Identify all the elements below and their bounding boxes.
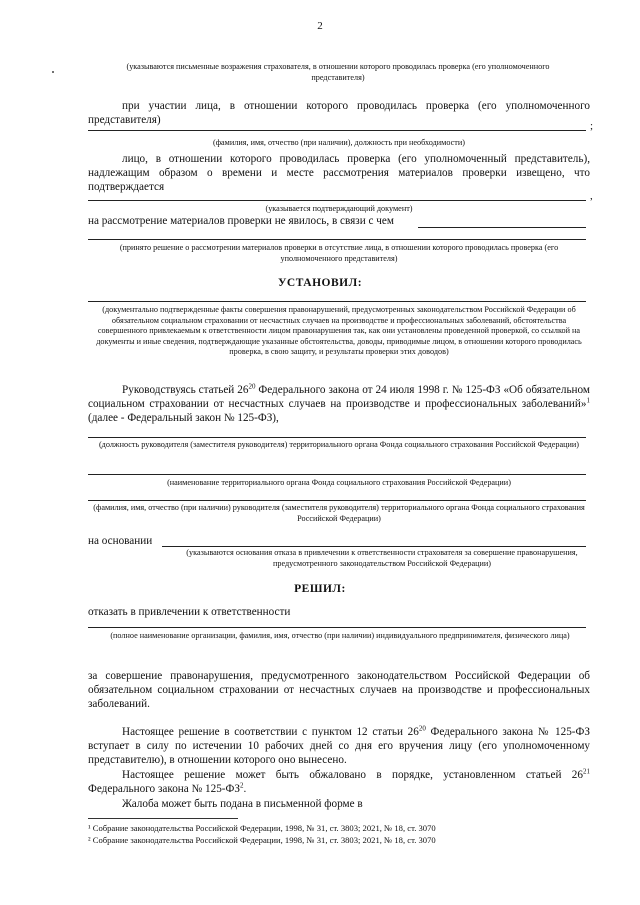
caption-refusal-grounds: (указываются основания отказа в привлечении к ответственности страхователя за совершение правонарушения, предусмотренного законодательством Российской Федерации) [186,548,578,568]
participation-paragraph: при участии лица, в отношении которого проводилась проверка (его уполномоченного представителя) [88,100,590,127]
fill-line-basis [162,546,586,547]
appeal-sup: 21 [583,767,590,776]
appeal-paragraph [88,768,590,796]
basis-label: на основании [88,535,153,547]
line-end-mark: ; [590,120,594,132]
scan-speck [52,71,54,73]
caption-confirming-doc: (указывается подтверждающий документ) [265,204,413,213]
footnote-2: ² Собрание законодательства Российской Федерации, 1998, № 31, ст. 3803; 2021, № 18, ст. 3070 [88,835,436,845]
fill-line-head-fio [88,500,586,501]
caption-org-name: (полное наименование организации, фамилия, имя, отчество (при наличии) индивидуального предпринимателя, физического лица) [110,631,570,640]
refuse-text: отказать в привлечении к ответственности [88,606,291,618]
heading-established: УСТАНОВИЛ: [277,277,363,289]
caption-facts: (документально подтвержденные факты совершения правонарушений, предусмотренных законодательством Российской Федерации об обязательном социальном страховании от несчастных случаев на производстве и профессиональных заболеваний, обстоятельства совершенного привлекаемым к ответственности лицом правонарушения так, как они установлены проведенной проверкой, со ссылкой на документы и иные сведения, подтверждающие указанные обстоятельства, доводы, приводимые лицом, в отношении которого проводилась проверка, в свою защиту, и результаты проверки этих доводов) [96,305,582,356]
heading-decided: РЕШИЛ: [294,583,346,595]
guided-text-c: (далее - Федеральный закон № 125-ФЗ), [88,412,279,425]
notified-paragraph: лицо, в отношении которого проводилась проверка (его уполномоченный представитель), надлежащим образом о времени и месте рассмотрения материалов проверки извещено, что подтверждается [88,153,590,194]
fill-line-participant [88,130,586,131]
offense-paragraph: за совершение правонарушения, предусмотренного законодательством Российской Федерации об обязательном социальном страховании от несчастных случаев на производстве и профессиональных заболеваний. [88,670,590,711]
fill-line-facts [88,301,586,302]
complaint-text: Жалоба может быть подана в письменной форме в [122,798,363,810]
guided-paragraph [88,383,590,426]
caption-body-name: (наименование территориального органа Фонда социального страхования Российской Федерации) [167,478,511,487]
guided-sup: 20 [248,382,256,391]
effect-paragraph [88,725,590,768]
effect-text-a: Настоящее решение в соответствии с пунктом 12 статьи 26 [122,726,419,738]
fill-line-absence [88,239,586,240]
fill-line-confirming-doc [88,200,586,201]
fill-line-head-position [88,437,586,438]
caption-objections: (указываются письменные возражения страхователя, в отношении которого проводилась проверка (его уполномоченного представителя) [126,62,550,82]
footnote-ref-1[interactable]: 1 [586,396,590,405]
fill-line-body-name [88,474,586,475]
guided-text-b: Федерального закона от 24 июля 1998 г. № 125-ФЗ «Об обязательном социальном страховании от несчастных случаев на производстве и профессиональных заболеваний» [88,384,591,411]
fill-line-org-name [88,627,586,628]
not-appeared-text: на рассмотрение материалов проверки не явилось, в связи с чем [88,215,394,227]
page-number: 2 [317,20,323,32]
guided-text-a: Руководствуясь статьей 26 [122,384,249,396]
footnote-divider [88,818,238,819]
effect-text-b: Федерального закона № 125-ФЗ вступает в силу по истечении 10 рабочих дней со дня его вручения лицу (его уполномоченному представителю), в отношении которого оно вынесено. [88,726,590,767]
caption-absence-decision: (принято решение о рассмотрении материалов проверки в отсутствие лица, в отношении которого проводилась проверка (его уполномоченного представителя) [119,243,559,263]
line-end-mark: , [590,190,593,202]
appeal-text-c: . [243,783,247,796]
caption-head-position: (должность руководителя (заместителя руководителя) территориального органа Фонда социального страхования Российской Федерации) [98,440,580,449]
footnote-1: ¹ Собрание законодательства Российской Федерации, 1998, № 31, ст. 3803; 2021, № 18, ст. 3070 [88,823,436,833]
effect-sup: 20 [418,724,426,733]
footnote-ref-2[interactable]: 2 [239,781,244,790]
appeal-text-a: Настоящее решение может быть обжаловано в порядке, установленном статьей 26 [122,769,583,781]
fill-line-reason [418,227,586,228]
caption-fio-position: (фамилия, имя, отчество (при наличии), должность при необходимости) [213,138,465,147]
caption-head-fio: (фамилия, имя, отчество (при наличии) руководителя (заместителя руководителя) территориального органа Фонда социального страхования Российской Федерации) [93,503,585,523]
appeal-text-b: Федерального закона № 125-ФЗ [88,783,240,796]
